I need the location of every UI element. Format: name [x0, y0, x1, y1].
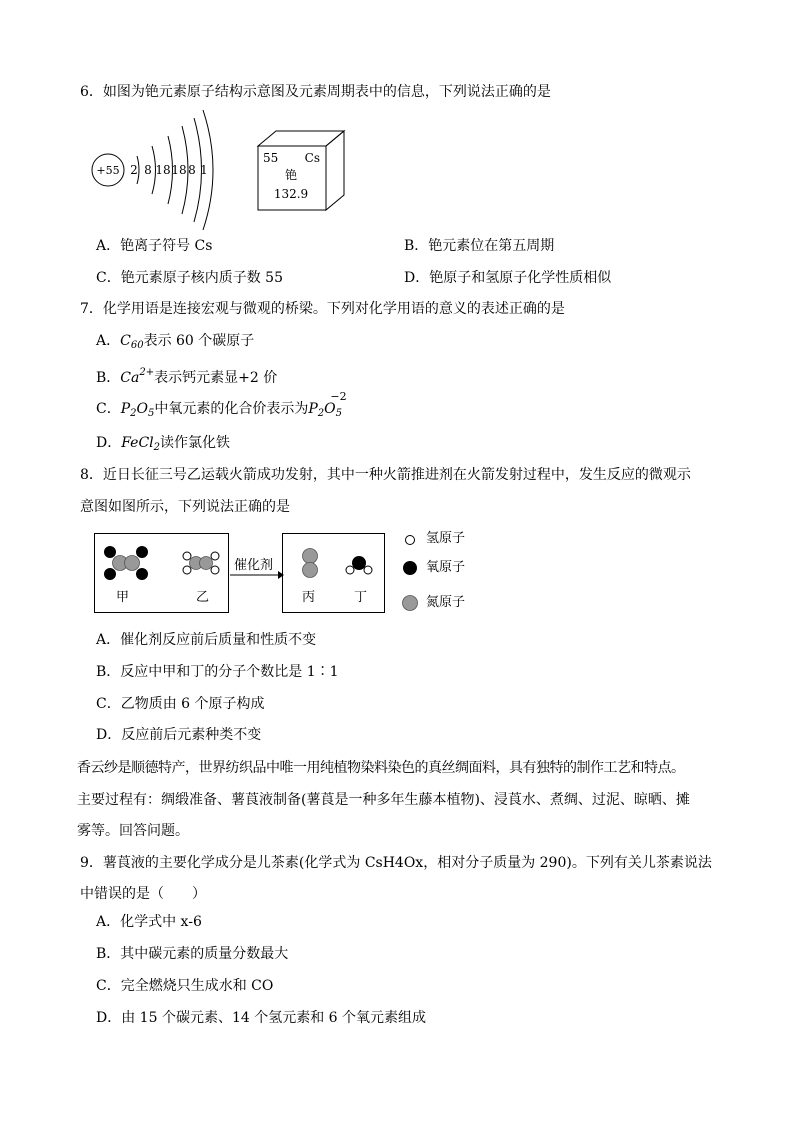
subscript: 2 [317, 408, 325, 419]
option-text: 读作氯化铁 [160, 435, 231, 451]
q9-stem-line2: 中错误的是（ ） [80, 886, 206, 902]
q7-option-b [96, 363, 277, 388]
formula: FeCl [121, 435, 154, 451]
subscript: 5 [148, 408, 155, 419]
q6-option-d: D．铯原子和氢原子化学性质相似 [404, 270, 612, 286]
shell-2-count: 8 [144, 163, 152, 177]
q9-option-c: C．完全燃烧只生成水和 CO [96, 978, 274, 994]
shell-5-count: 8 [188, 163, 196, 177]
formula: C [120, 333, 131, 349]
label-jia: 甲 [116, 590, 130, 605]
option-text: 表示 60 个碳原子 [143, 333, 255, 349]
q8-option-d: D．反应前后元素种类不变 [96, 727, 262, 743]
element-name: 铯 [284, 168, 298, 182]
option-prefix: C． [96, 401, 121, 417]
q6-option-b: B．铯元素位在第五周期 [404, 238, 555, 254]
q8-option-b: B．反应中甲和丁的分子个数比是 1∶1 [96, 664, 339, 680]
option-prefix: D． [96, 435, 122, 451]
label-bing: 丙 [302, 590, 316, 605]
label-ding: 丁 [354, 590, 368, 605]
legend-hydrogen: 氢原子 [426, 531, 466, 546]
subscript: 60 [130, 340, 144, 351]
superscript: 2+ [139, 367, 155, 378]
option-text: 表示钙元素显+2 价 [154, 370, 278, 386]
subscript: 2 [153, 442, 161, 453]
legend-nitrogen: 氮原子 [426, 595, 466, 610]
option-text: 中氧元素的化合价表示为 [154, 401, 309, 417]
atomic-mass: 132.9 [273, 187, 309, 201]
q7-option-c [96, 390, 347, 424]
shell-4-count: 18 [171, 163, 187, 177]
subscript: 5 [335, 408, 343, 419]
q6-option-a: A．铯离子符号 Cs [96, 238, 213, 254]
periodic-table-cell [250, 128, 360, 213]
q7-stem: 7．化学用语是连接宏观与微观的桥梁。下列对化学用语的意义的表述正确的是 [80, 301, 565, 317]
q7-option-d [96, 433, 230, 458]
passage-line3: 雾等。回答问题。 [77, 823, 189, 839]
shell-3-count: 18 [155, 163, 171, 177]
q8-option-a: A．催化剂反应前后质量和性质不变 [96, 632, 317, 648]
q7-option-a [96, 331, 254, 356]
element-symbol: Cs [304, 151, 320, 165]
shell-6-count: 1 [200, 163, 208, 177]
nucleus-charge: +55 [96, 164, 120, 177]
legend-oxygen: 氧原子 [426, 560, 466, 575]
shell-1-count: 2 [130, 163, 138, 177]
passage-line1: 香云纱是顺德特产，世界纺织品中唯一用纯植物染料染色的真丝绸面料，具有独特的制作工艺和特点。 [77, 760, 685, 776]
passage-line2: 主要过程有：绸缎准备、薯莨液制备(薯莨是一种多年生藤本植物)、浸莨水、煮绸、过泥、晾晒、摊 [77, 792, 690, 808]
formula: Ca [120, 370, 140, 386]
q9-stem-line1: 9．薯莨液的主要化学成分是儿茶素(化学式为 CsH4Ox，相对分子质量为 290)。下列有关儿茶素说法 [80, 855, 712, 871]
formula-o: O [324, 401, 336, 417]
q8-option-c: C．乙物质由 6 个原子构成 [96, 696, 265, 712]
cesium-atom-structure-diagram [88, 108, 228, 232]
formula-o: O [136, 401, 148, 417]
q9-option-a: A．化学式中 x-6 [96, 914, 202, 930]
option-prefix: B． [96, 370, 121, 386]
formula-p: P [308, 401, 318, 417]
atomic-number: 55 [263, 151, 279, 165]
valence-notation [308, 390, 347, 424]
q8-stem-line2: 意图如图所示，下列说法正确的是 [80, 499, 290, 515]
q9-option-b: B．其中碳元素的质量分数最大 [96, 946, 289, 962]
oxygen-valence: −2 [330, 390, 347, 403]
formula-p: P [120, 401, 131, 417]
atom-legend-icons [400, 530, 424, 616]
option-prefix: A． [96, 333, 121, 349]
label-yi: 乙 [196, 590, 210, 605]
q6-option-c: C．铯元素原子核内质子数 55 [96, 270, 283, 286]
products-box [282, 533, 385, 613]
q9-option-d: D．由 15 个碳元素、14 个氢元素和 6 个氧元素组成 [96, 1010, 427, 1026]
q8-stem-line1: 8．近日长征三号乙运载火箭成功发射，其中一种火箭推进剂在火箭发射过程中，发生反应的微观示 [80, 467, 691, 483]
q6-stem: 6．如图为铯元素原子结构示意图及元素周期表中的信息，下列说法正确的是 [80, 84, 551, 100]
catalyst-label: 催化剂 [234, 558, 274, 573]
subscript: 2 [130, 408, 137, 419]
